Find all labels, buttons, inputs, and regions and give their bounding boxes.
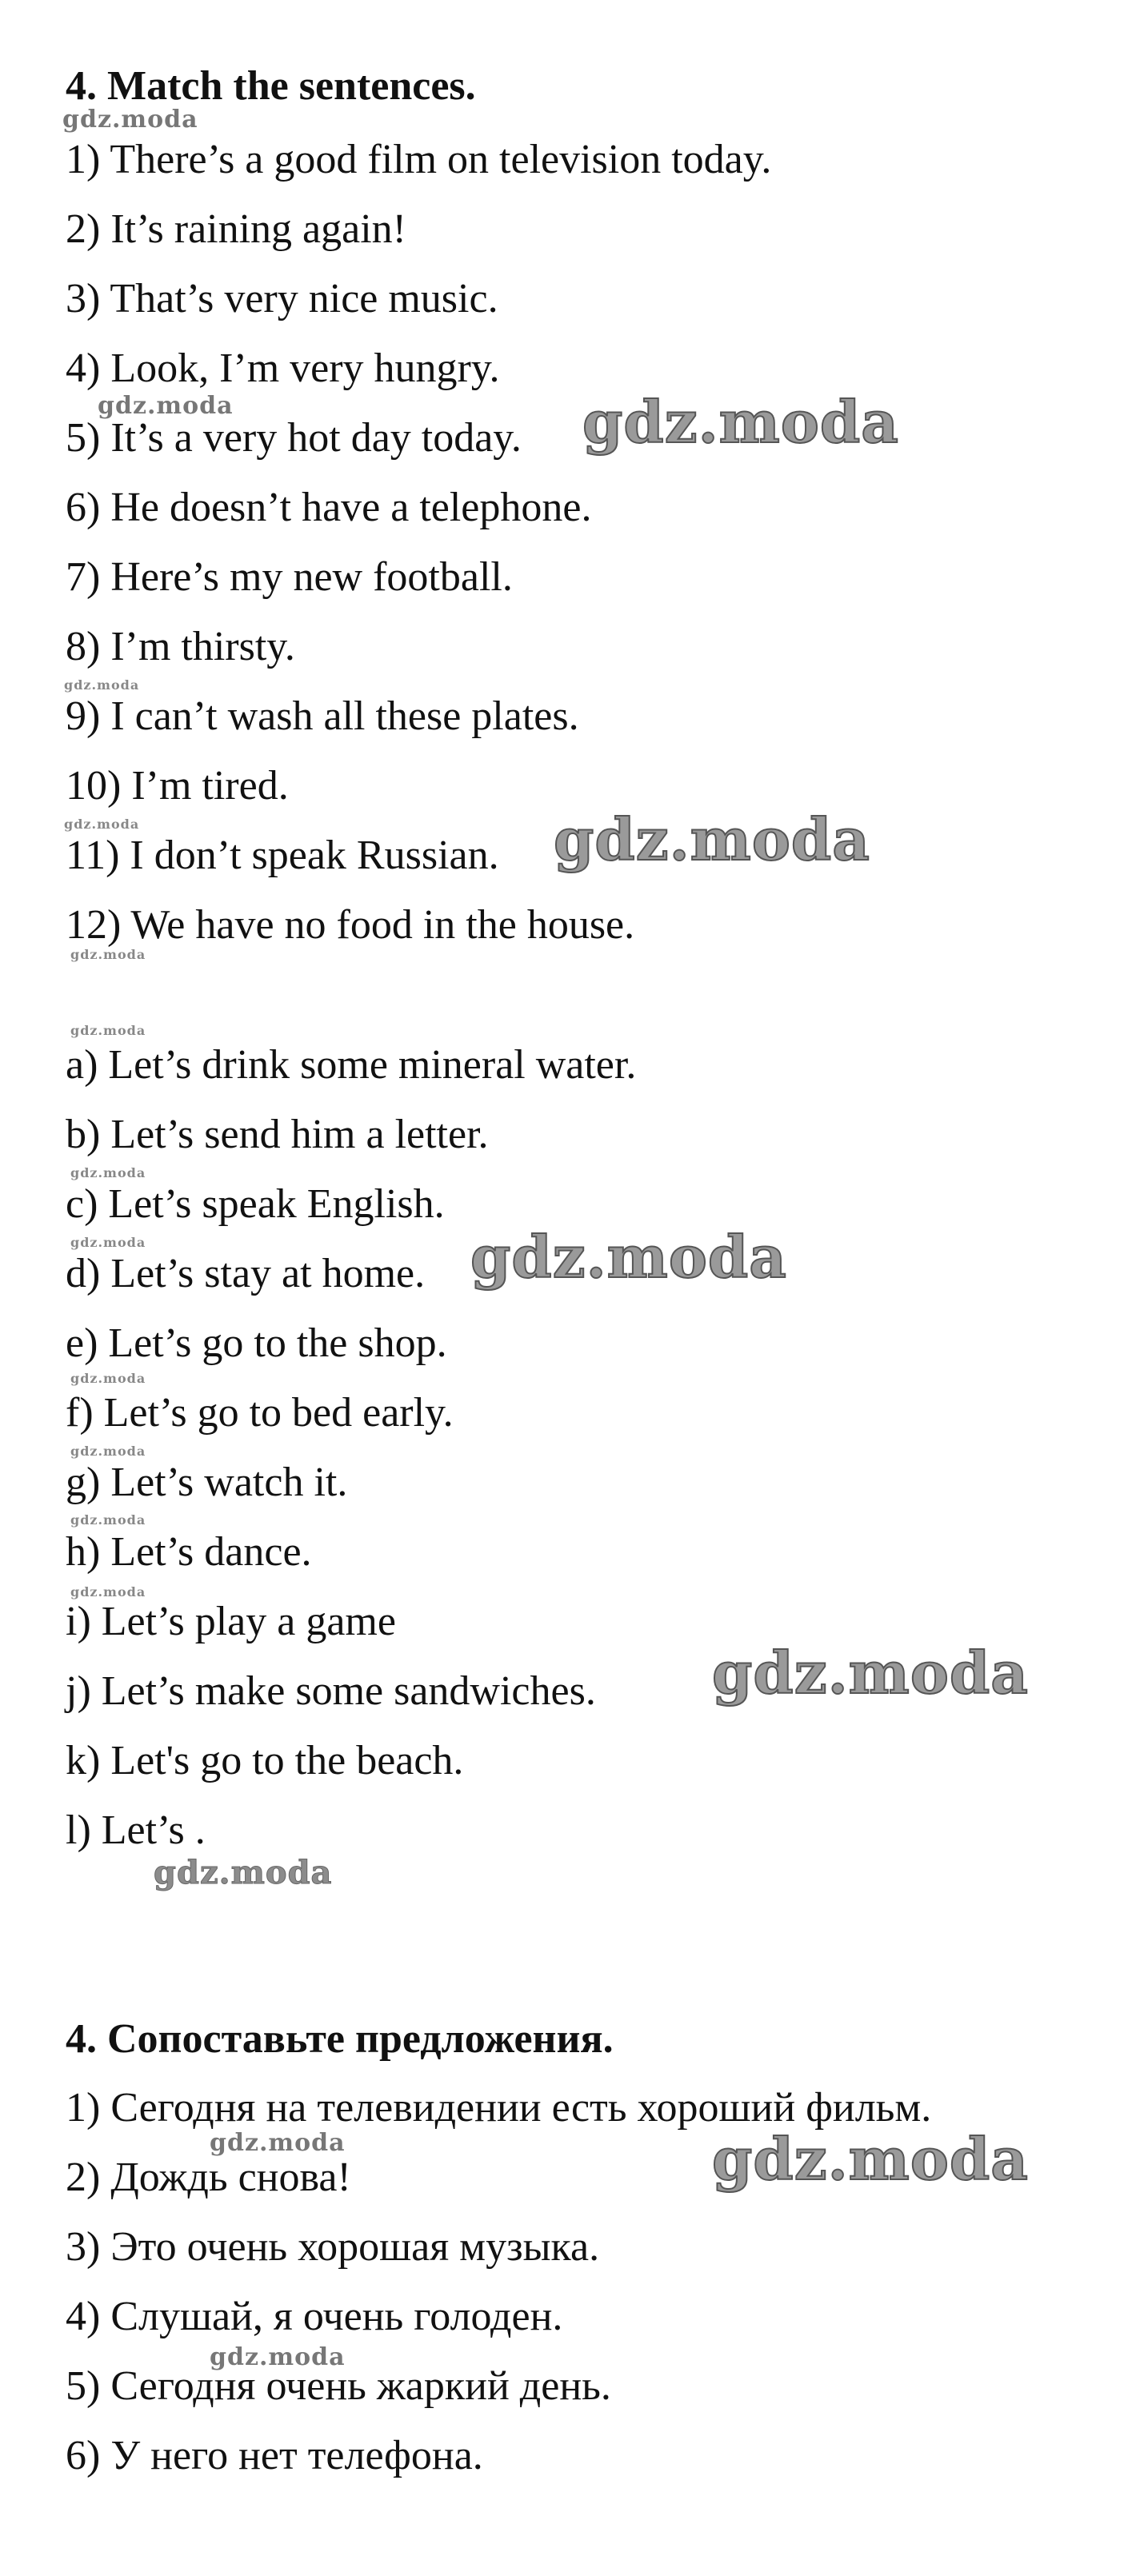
watermark: gdz.moda bbox=[582, 388, 899, 456]
sentence-3: 3) That’s very nice music. bbox=[66, 276, 498, 322]
watermark: gdz.moda bbox=[470, 1223, 787, 1291]
answer-h: h) Let’s dance. bbox=[66, 1529, 312, 1575]
sentence-10: 10) I’m tired. bbox=[66, 763, 289, 809]
watermark: gdz.moda bbox=[70, 1165, 146, 1180]
watermark: gdz.moda bbox=[70, 947, 146, 962]
answer-f: f) Let’s go to bed early. bbox=[66, 1390, 454, 1436]
sentence-4: 4) Look, I’m very hungry. bbox=[66, 345, 500, 391]
sentence-11: 11) I don’t speak Russian. bbox=[66, 833, 499, 878]
answer-j: j) Let’s make some sandwiches. bbox=[66, 1668, 596, 1714]
watermark: gdz.moda bbox=[712, 1639, 1029, 1707]
answer-k: k) Let's go to the beach. bbox=[66, 1738, 464, 1783]
sentence-8: 8) I’m thirsty. bbox=[66, 624, 295, 669]
answer-a: a) Let’s drink some mineral water. bbox=[66, 1042, 637, 1088]
ru-sentence-1: 1) Сегодня на телевидении есть хороший фильм. bbox=[66, 2085, 932, 2131]
answer-d: d) Let’s stay at home. bbox=[66, 1251, 426, 1296]
watermark: gdz.moda bbox=[70, 1371, 146, 1386]
sentence-12: 12) We have no food in the house. bbox=[66, 902, 635, 948]
watermark: gdz.moda bbox=[64, 817, 140, 832]
watermark: gdz.moda bbox=[154, 1854, 333, 1891]
answer-l: l) Let’s . bbox=[66, 1807, 206, 1853]
watermark: gdz.moda bbox=[712, 2125, 1029, 2193]
watermark: gdz.moda bbox=[70, 1444, 146, 1459]
watermark: gdz.moda bbox=[554, 805, 870, 873]
watermark: gdz.moda bbox=[70, 1023, 146, 1038]
answer-g: g) Let’s watch it. bbox=[66, 1460, 348, 1505]
watermark: gdz.moda bbox=[70, 1512, 146, 1528]
ru-sentence-4: 4) Слушай, я очень голоден. bbox=[66, 2294, 563, 2339]
sentence-5: 5) It’s a very hot day today. bbox=[66, 415, 522, 461]
watermark: gdz.moda bbox=[64, 677, 140, 693]
ru-sentence-5: 5) Сегодня очень жаркий день. bbox=[66, 2363, 611, 2409]
watermark: gdz.moda bbox=[210, 2129, 346, 2157]
exercise-heading-ru: 4. Сопоставьте предложения. bbox=[66, 2016, 614, 2062]
answer-i: i) Let’s play a game bbox=[66, 1599, 396, 1644]
sentence-6: 6) He doesn’t have a telephone. bbox=[66, 485, 592, 530]
watermark: gdz.moda bbox=[70, 1584, 146, 1600]
ru-sentence-2: 2) Дождь снова! bbox=[66, 2155, 351, 2200]
watermark: gdz.moda bbox=[210, 2343, 346, 2371]
watermark: gdz.moda bbox=[98, 392, 234, 420]
ru-sentence-6: 6) У него нет телефона. bbox=[66, 2433, 483, 2478]
answer-b: b) Let’s send him a letter. bbox=[66, 1112, 489, 1157]
watermark: gdz.moda bbox=[62, 106, 198, 134]
ru-sentence-3: 3) Это очень хорошая музыка. bbox=[66, 2224, 600, 2270]
sentence-2: 2) It’s raining again! bbox=[66, 206, 406, 252]
exercise-heading-en: 4. Match the sentences. bbox=[66, 63, 476, 109]
sentence-1: 1) There’s a good film on television today. bbox=[66, 137, 772, 182]
answer-c: c) Let’s speak English. bbox=[66, 1181, 445, 1227]
sentence-9: 9) I can’t wash all these plates. bbox=[66, 693, 579, 739]
sentence-7: 7) Here’s my new football. bbox=[66, 554, 513, 600]
watermark: gdz.moda bbox=[70, 1235, 146, 1250]
answer-e: e) Let’s go to the shop. bbox=[66, 1320, 447, 1366]
